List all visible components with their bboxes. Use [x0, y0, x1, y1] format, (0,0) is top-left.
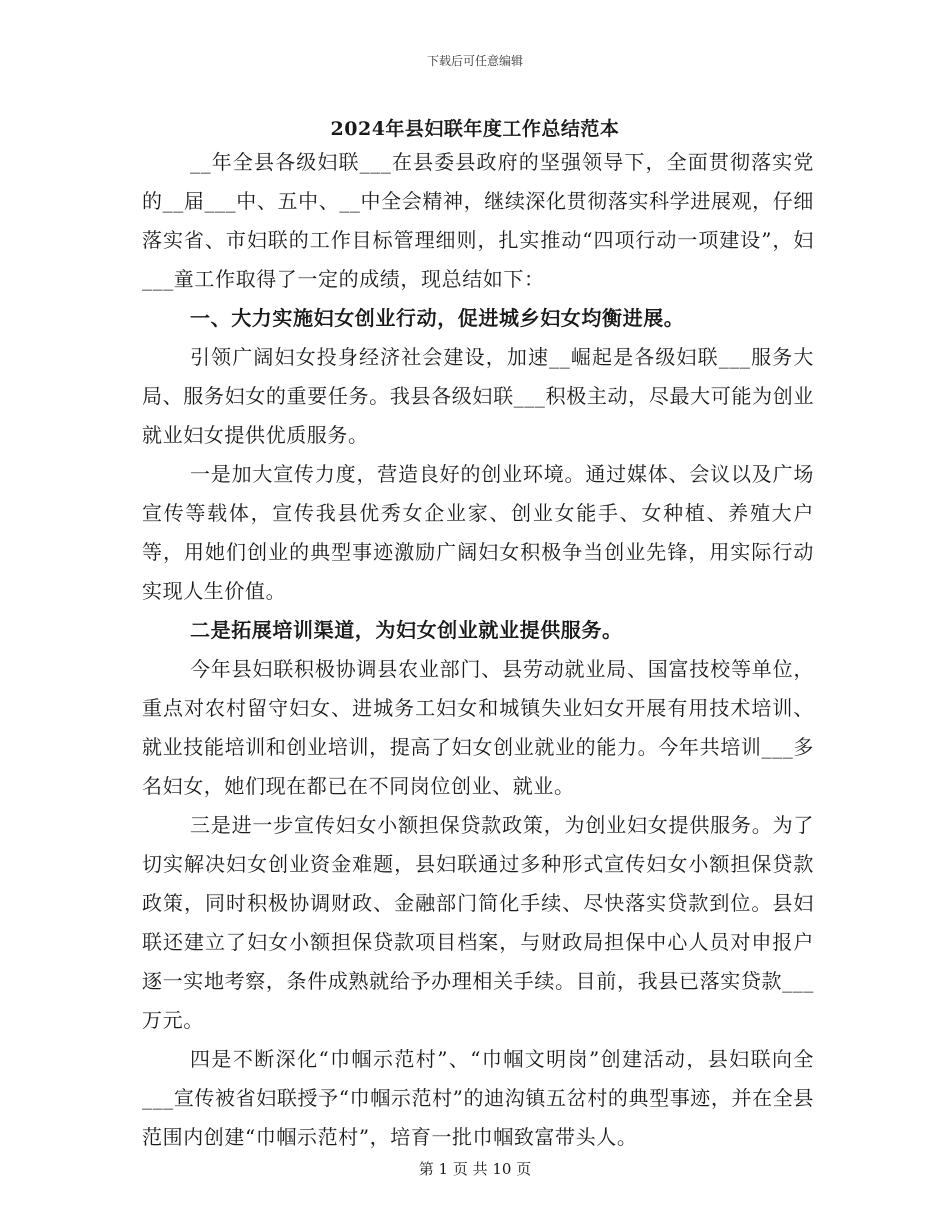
subheading: 二是拓展培训渠道，为妇女创业就业提供服务。: [190, 618, 623, 642]
document-body: [142, 143, 814, 1157]
header-note: 下载后可任意编辑: [426, 54, 523, 68]
section-heading-1: 一、大力实施妇女创业行动，促进城乡妇女均衡进展。: [190, 306, 685, 330]
page-footer: 第 1 页 共 10 页: [418, 1160, 532, 1178]
paragraph: 今年县妇联积极协调县农业部门、县劳动就业局、国富技校等单位，重点对农村留守妇女、进城务工妇女和城镇失业妇女开展有用技术培训、就业技能培训和创业培训，提高了妇女创业就业的能力。今年共培训___多名妇女，她们现在都已在不同岗位创业、就业。: [142, 657, 814, 798]
paragraph: 一是加大宣传力度，营造良好的创业环境。通过媒体、会议以及广场宣传等载体，宣传我县优秀女企业家、创业女能手、女种植、养殖大户等，用她们创业的典型事迹激励广阔妇女积极争当创业先锋，用实际行动实现人生价值。: [142, 462, 814, 603]
paragraph-intro: __年全县各级妇联___在县委县政府的坚强领导下，全面贯彻落实党的__届___中、五中、__中全会精神，继续深化贯彻落实科学进展观，仔细落实省、市妇联的工作目标管理细则，扎实推动“四项行动一项建设”，妇___童工作取得了一定的成绩，现总结如下：: [142, 150, 814, 291]
paragraph: 三是进一步宣传妇女小额担保贷款政策，为创业妇女提供服务。为了切实解决妇女创业资金难题，县妇联通过多种形式宣传妇女小额担保贷款政策，同时积极协调财政、金融部门简化手续、尽快落实贷款到位。县妇联还建立了妇女小额担保贷款项目档案，与财政局担保中心人员对申报户逐一实地考察，条件成熟就给予办理相关手续。目前，我县已落实贷款___万元。: [142, 813, 814, 1032]
paragraph: 四是不断深化“巾帼示范村”、“巾帼文明岗”创建活动，县妇联向全___宣传被省妇联授予“巾帼示范村”的迪沟镇五岔村的典型事迹，并在全县范围内创建“巾帼示范村”，培育一批巾帼致富带头人。: [142, 1047, 814, 1149]
document-title: 2024年县妇联年度工作总结范本: [330, 118, 620, 140]
paragraph: 引领广阔妇女投身经济社会建设，加速__崛起是各级妇联___服务大局、服务妇女的重要任务。我县各级妇联___积极主动，尽最大可能为创业就业妇女提供优质服务。: [142, 345, 814, 447]
